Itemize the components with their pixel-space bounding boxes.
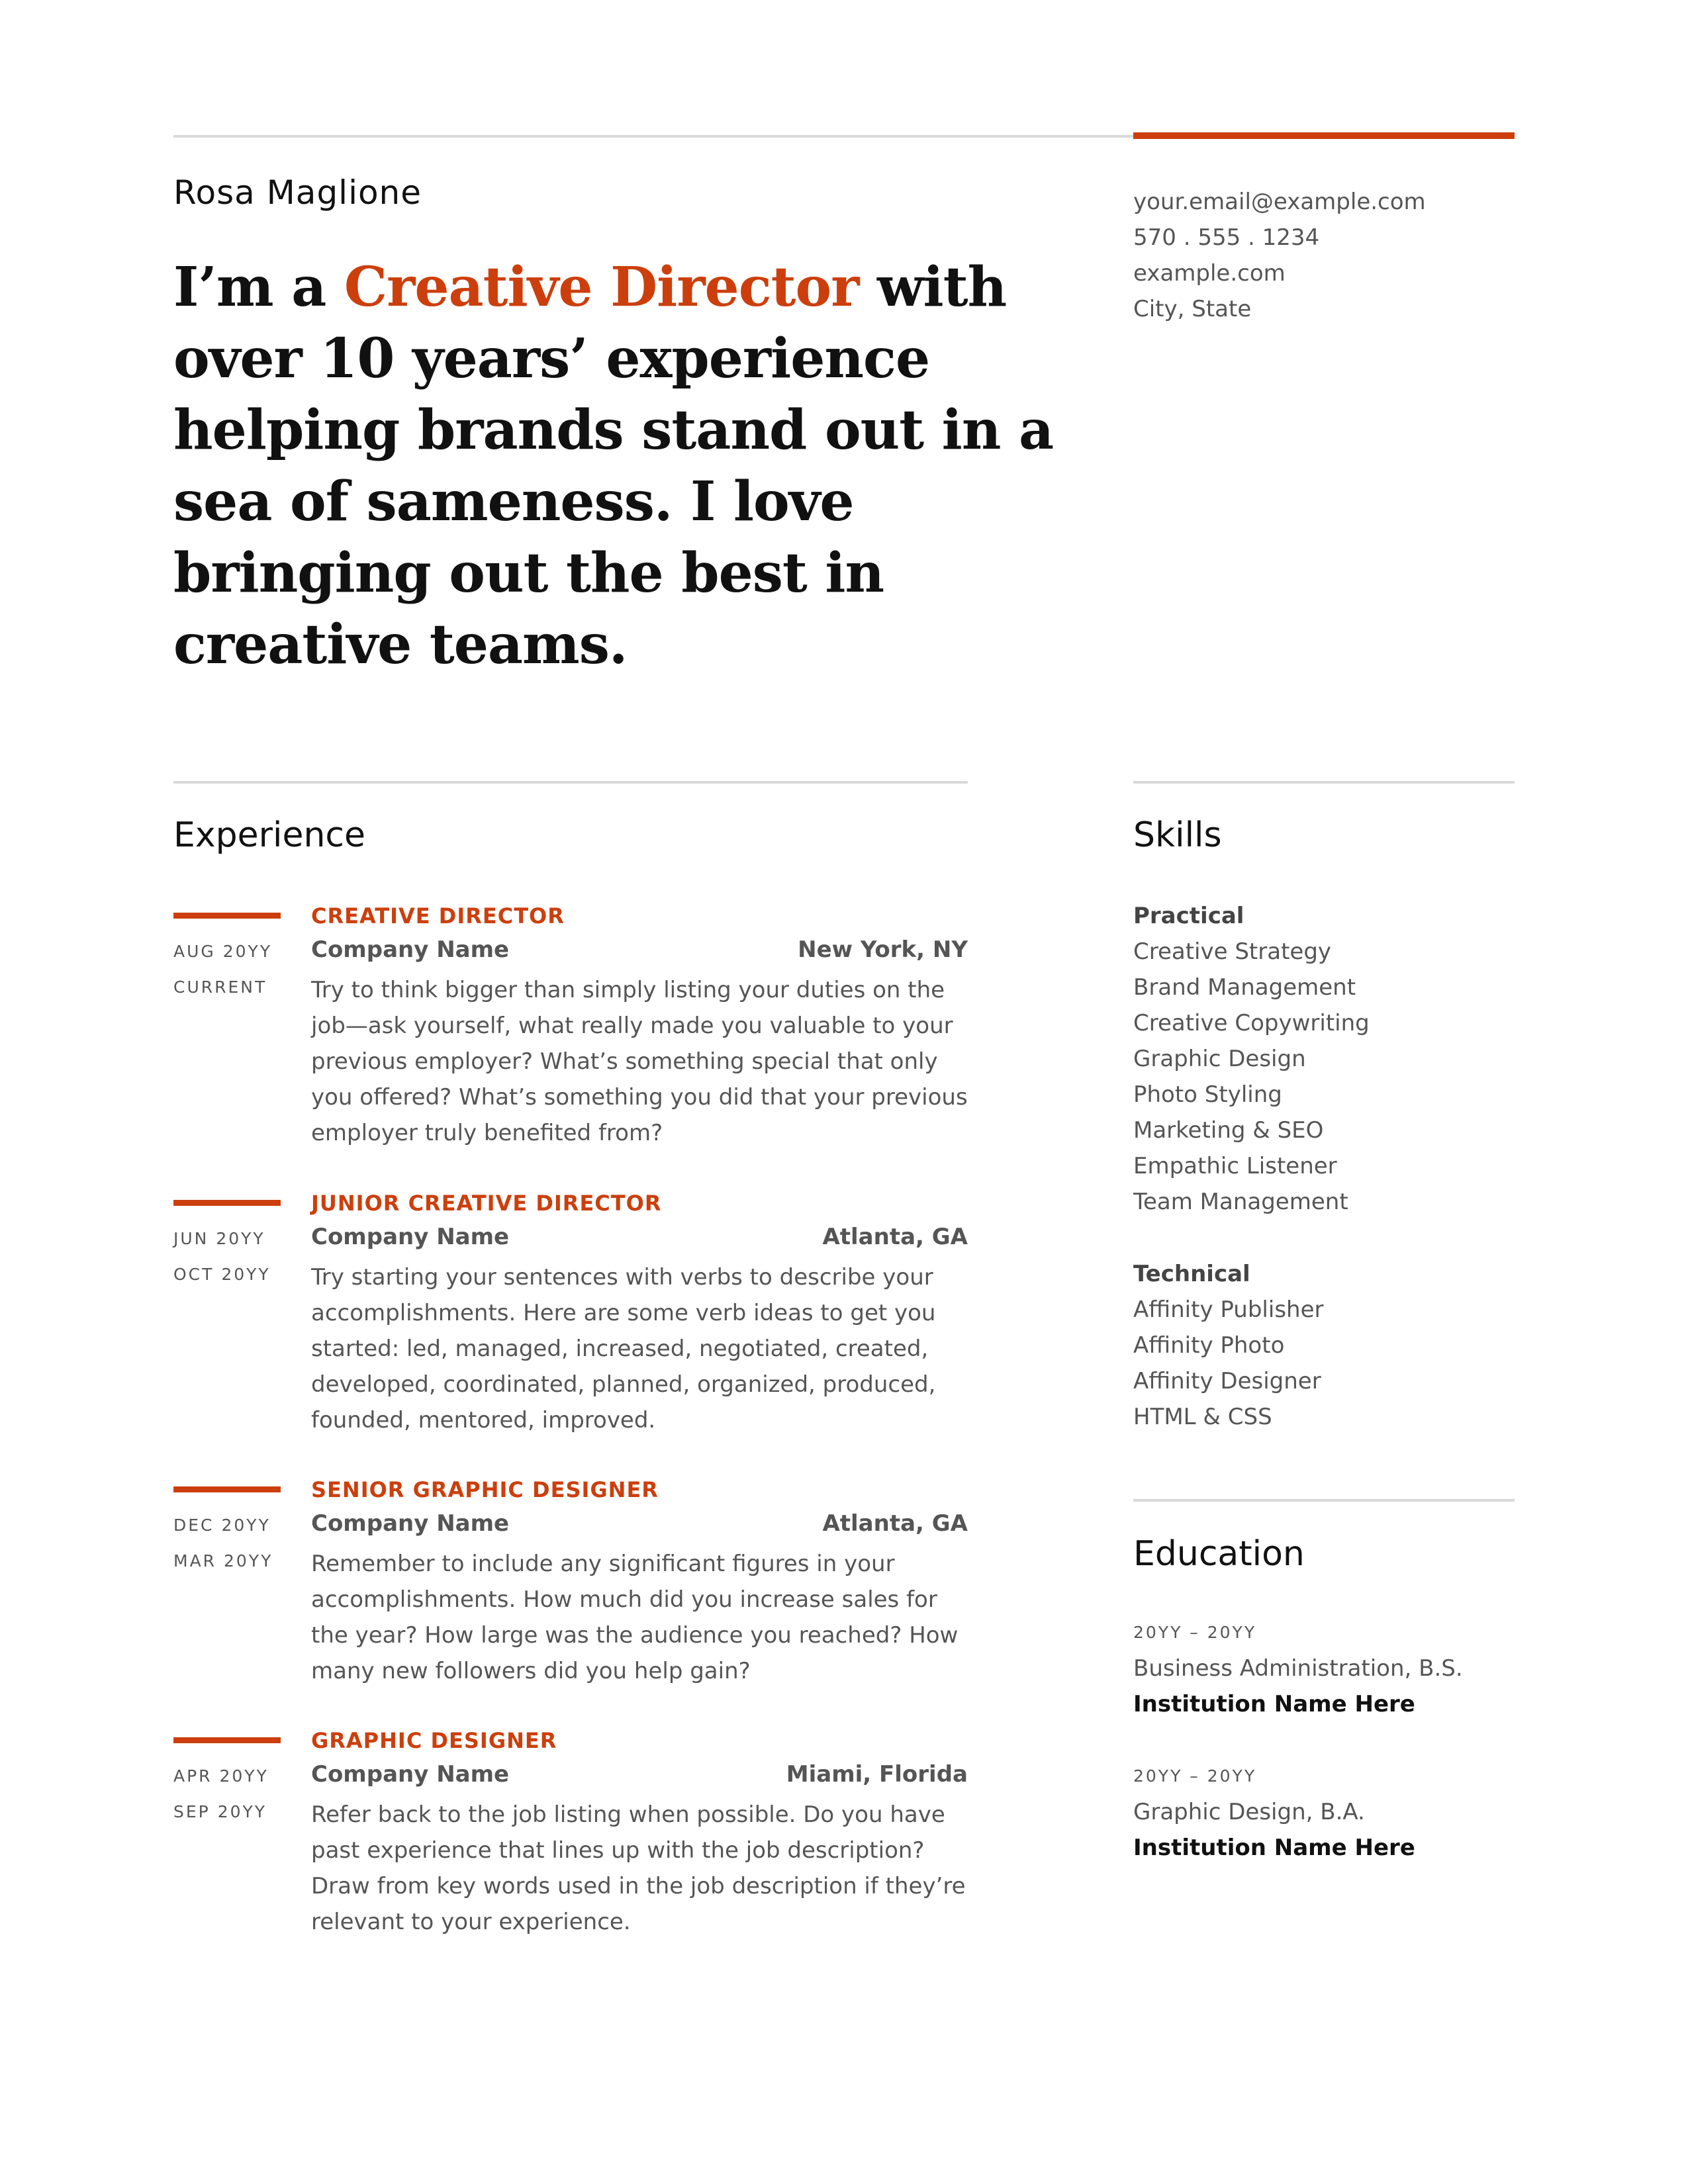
experience-rule <box>173 781 968 784</box>
job-accent-bar <box>173 1200 281 1206</box>
job-company: Company Name <box>311 1761 510 1788</box>
top-rule <box>173 135 1133 138</box>
job-title: GRAPHIC DESIGNER <box>311 1728 557 1753</box>
education-rule <box>1133 1499 1515 1502</box>
technical-skills-heading: Technical <box>1133 1261 1250 1287</box>
skills-title: Skills <box>1133 815 1222 855</box>
contact-website[interactable]: example.com <box>1133 260 1286 287</box>
job-location: Miami, Florida <box>786 1761 968 1788</box>
job-end-date: SEP 20YY <box>173 1802 267 1821</box>
job-accent-bar <box>173 1737 281 1743</box>
education-degree: Business Administration, B.S. <box>1133 1655 1463 1682</box>
education-title: Education <box>1133 1534 1305 1574</box>
headline-highlight: Creative Director <box>344 255 859 319</box>
headline-post: with over 10 years’ experience helping brands stand out in a sea of sameness. I love bringing out the best in creative teams. <box>173 255 1054 676</box>
skill-item: Affinity Publisher <box>1133 1297 1324 1323</box>
job-start-date: APR 20YY <box>173 1766 269 1786</box>
skill-item: Brand Management <box>1133 974 1356 1001</box>
contact-block <box>1133 184 1426 327</box>
job-company: Company Name <box>311 1510 510 1537</box>
skill-item: Affinity Designer <box>1133 1368 1321 1394</box>
technical-skills <box>1133 1256 1323 1435</box>
contact-location: City, State <box>1133 296 1252 322</box>
job-title: CREATIVE DIRECTOR <box>311 903 565 929</box>
job-end-date: MAR 20YY <box>173 1551 273 1570</box>
contact-email[interactable]: your.email@example.com <box>1133 189 1426 215</box>
skill-item: Creative Strategy <box>1133 938 1332 965</box>
job-company: Company Name <box>311 1224 510 1250</box>
job-accent-bar <box>173 913 281 919</box>
person-name: Rosa Maglione <box>173 173 422 212</box>
education-entry <box>1133 1758 1415 1866</box>
education-degree: Graphic Design, B.A. <box>1133 1799 1365 1825</box>
contact-phone: 570 . 555 . 1234 <box>1133 224 1320 251</box>
education-dates: 20YY – 20YY <box>1133 1766 1257 1786</box>
job-description: Try to think bigger than simply listing your duties on the job—ask yourself, what really made you valuable to your previous employer? What’s something special that only you offered? What’s something you did that your previous employer truly benefited from? <box>311 977 968 1146</box>
experience-title: Experience <box>173 815 365 855</box>
education-institution: Institution Name Here <box>1133 1691 1415 1717</box>
skill-item: Creative Copywriting <box>1133 1010 1370 1036</box>
job-start-date: DEC 20YY <box>173 1516 271 1535</box>
job-accent-bar <box>173 1486 281 1492</box>
practical-skills <box>1133 898 1370 1220</box>
skill-item: Team Management <box>1133 1189 1348 1215</box>
job-company: Company Name <box>311 936 510 963</box>
job-start-date: JUN 20YY <box>173 1229 265 1248</box>
job-description: Remember to include any significant figures in your accomplishments. How much did you increase sales for the year? How large was the audience you reached? How many new followers did you help gain? <box>311 1551 959 1684</box>
job-end-date: CURRENT <box>173 978 267 997</box>
job-description: Try starting your sentences with verbs to describe your accomplishments. Here are some verb ideas to get you started: led, managed, increased, negotiated, created, developed, coordinated, planned, organized, produced, founded, mentored, improved. <box>311 1264 936 1433</box>
job-title: JUNIOR CREATIVE DIRECTOR <box>311 1191 662 1216</box>
practical-skills-heading: Practical <box>1133 903 1244 929</box>
job-location: New York, NY <box>798 936 968 963</box>
top-accent-rule <box>1133 132 1515 139</box>
headline-pre: I’m a <box>173 255 344 319</box>
education-dates: 20YY – 20YY <box>1133 1623 1257 1642</box>
job-description: Refer back to the job listing when possible. Do you have past experience that lines up with the job description? Draw from key words used in the job description if they’re relevant to your experience. <box>311 1801 966 1935</box>
job-end-date: OCT 20YY <box>173 1265 271 1284</box>
headline <box>173 251 1060 680</box>
skill-item: Marketing & SEO <box>1133 1117 1324 1144</box>
skill-item: Affinity Photo <box>1133 1332 1285 1359</box>
skill-item: Photo Styling <box>1133 1081 1282 1108</box>
job-location: Atlanta, GA <box>822 1510 968 1537</box>
skill-item: HTML & CSS <box>1133 1404 1272 1430</box>
education-institution: Institution Name Here <box>1133 1835 1415 1861</box>
skills-rule <box>1133 781 1515 784</box>
education-entry <box>1133 1615 1463 1722</box>
job-location: Atlanta, GA <box>822 1224 968 1250</box>
job-start-date: AUG 20YY <box>173 942 273 961</box>
skill-item: Graphic Design <box>1133 1046 1306 1072</box>
job-title: SENIOR GRAPHIC DESIGNER <box>311 1477 659 1502</box>
skill-item: Empathic Listener <box>1133 1153 1337 1179</box>
